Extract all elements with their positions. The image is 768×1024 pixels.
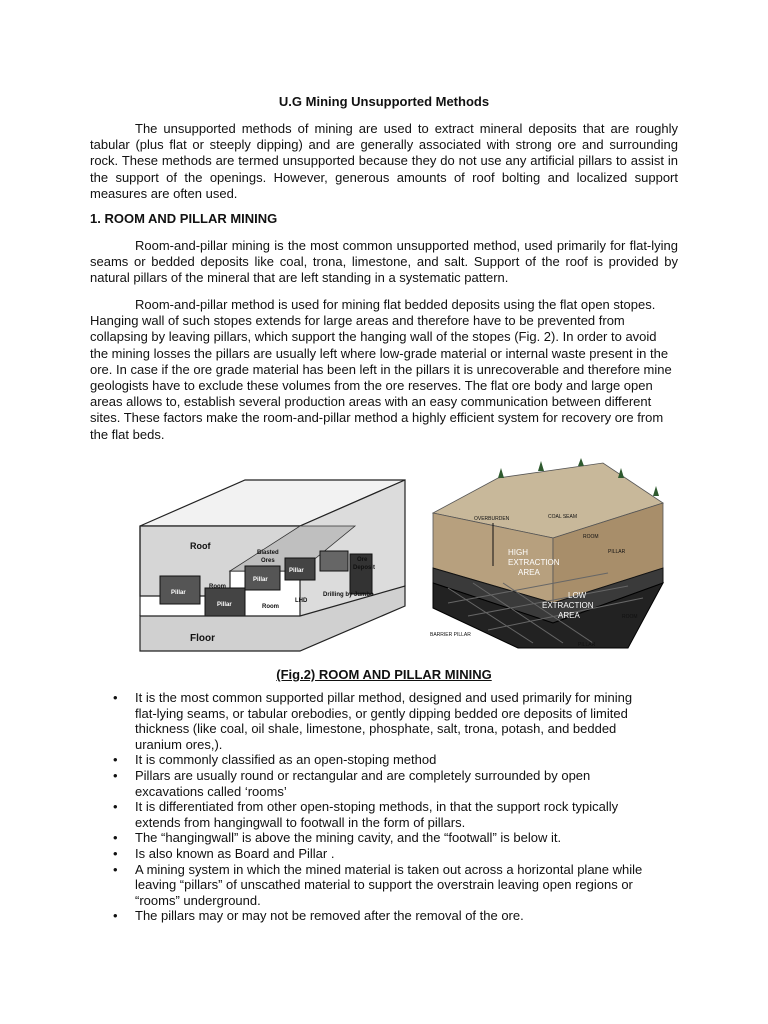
label-pillar-3: Pillar xyxy=(253,577,268,583)
label-high-extraction: EXTRACTION xyxy=(508,558,560,567)
label-ore: Ore xyxy=(357,557,368,563)
label-overburden: OVERBURDEN xyxy=(474,516,510,522)
label-deposit: Deposit xyxy=(353,565,376,571)
label-low-area: AREA xyxy=(558,611,580,620)
bullet-line: The pillars may or may not be removed after the removal of the ore. xyxy=(135,908,524,924)
bullet-marker: • xyxy=(113,861,118,877)
room-pillar-isometric-svg xyxy=(135,476,415,654)
bullet-marker: • xyxy=(113,830,118,846)
bullet-line: It is commonly classified as an open-stoping method xyxy=(135,752,437,768)
label-ores: Ores xyxy=(261,558,275,564)
label-lhd: LHD xyxy=(295,598,308,604)
bullet-item xyxy=(90,846,680,862)
bullet-line: leaving “pillars” of unscathed material to support the overstrain leaving open regions or xyxy=(135,877,633,893)
bullet-line: Pillars are usually round or rectangular and are completely surrounded by open xyxy=(135,767,591,783)
room-pillar-paragraph-1: Room-and-pillar mining is the most common unsupported method, used primarily for flat-lying seams or bedded deposits like coal, trona, limestone, and salt. Support of the roof is provided by natural pillars of the mineral that are left standing in a systematic pattern. xyxy=(90,238,678,286)
section-heading: 1. ROOM AND PILLAR MINING xyxy=(90,211,278,226)
bullet-list xyxy=(90,690,680,924)
bullet-marker: • xyxy=(113,799,118,815)
room-pillar-paragraph-2: Room-and-pillar method is used for mining flat bedded deposits using the flat open stopes. Hanging wall of such stopes extends for large areas and therefore have to be prevented from collapsing by leaving pillars, which support the hanging wall of the stopes (Fig. 2). In order to avoid the mining losses the pillars are usually left where low-grade material or internal waste present in the ore. In case if the ore grade material has been left in the pillars it is unrecoverable and therefore mine geologists have to exclude these volumes from the ore reserves. The flat ore body and large open areas allows to, establish several production areas with an easy communication between different sites. These factors make the room-and-pillar method a highly efficient system for recovery ore from the flat beds. xyxy=(90,297,672,442)
label-low-extraction: EXTRACTION xyxy=(542,601,594,610)
label-room: ROOM xyxy=(583,534,599,540)
page-title: U.G Mining Unsupported Methods xyxy=(278,94,490,109)
label-low: LOW xyxy=(568,591,587,600)
figure-caption: (Fig.2) ROOM AND PILLAR MINING xyxy=(276,667,492,682)
label-pillar-1: Pillar xyxy=(171,590,186,596)
label-roof: Roof xyxy=(190,541,211,551)
room-pillar-isometric-figure xyxy=(135,476,415,654)
bullet-line: uranium ores,). xyxy=(135,736,223,752)
coal-seam-svg xyxy=(428,458,670,654)
label-high: HIGH xyxy=(508,548,528,557)
label-room-lower: ROOM xyxy=(622,614,638,620)
bullet-line: It is the most common supported pillar method, designed and used primarily for mining xyxy=(135,690,633,705)
bullet-line: The “hangingwall” is above the mining cavity, and the “footwall” is below it. xyxy=(135,830,562,846)
bullet-line: thickness (like coal, oil shale, limestone, phosphate, salt, trona, potash, and bedded xyxy=(135,721,617,737)
bullet-marker: • xyxy=(113,908,118,924)
label-coal-seam: COAL SEAM xyxy=(548,514,577,520)
bullet-item xyxy=(90,690,680,752)
bullet-line: excavations called ‘rooms’ xyxy=(135,783,287,799)
coal-seam-cross-section-figure xyxy=(428,458,670,654)
bullet-item xyxy=(90,830,680,846)
intro-paragraph: The unsupported methods of mining are used to extract mineral deposits that are roughly tabular (plus flat or steeply dipping) and are generally associated with strong ore and surrounding rock. These methods are termed unsupported because they do not use any artificial pillars to assist in the support of the openings. However, generous amounts of roof bolting and localized support measures are often used. xyxy=(90,121,678,201)
bullet-marker: • xyxy=(113,690,118,705)
label-room-1: Room xyxy=(209,584,226,590)
bullet-item xyxy=(90,768,680,799)
label-room-2: Room xyxy=(262,604,279,610)
bullet-line: It is differentiated from other open-stoping methods, in that the support rock typically xyxy=(135,799,619,815)
pillar-5 xyxy=(320,551,348,571)
bullet-line: flat-lying seams, or tabular orebodies, or gently dipping bedded ore deposits of limited xyxy=(135,705,628,721)
bullet-item xyxy=(90,862,680,909)
bullet-line: Is also known as Board and Pillar . xyxy=(135,845,335,861)
label-pillar-lower: PILLAR xyxy=(578,642,596,648)
label-high-area: AREA xyxy=(518,568,540,577)
bullet-item xyxy=(90,908,680,924)
label-blasted: Blasted xyxy=(257,550,279,556)
bullet-line: A mining system in which the mined material is taken out across a horizontal plane while xyxy=(135,861,643,877)
bullet-marker: • xyxy=(113,752,118,768)
label-pillar-4: Pillar xyxy=(289,568,304,574)
bullet-line: extends from hangingwall to footwall in the form of pillars. xyxy=(135,814,466,830)
label-drilling: Drilling by Jumbo xyxy=(323,592,374,598)
bullet-item xyxy=(90,799,680,830)
label-pillar-2: Pillar xyxy=(217,602,232,608)
bullet-item xyxy=(90,752,680,768)
label-barrier-pillar: BARRIER PILLAR xyxy=(430,632,471,638)
label-pillar: PILLAR xyxy=(608,549,626,555)
bullet-marker: • xyxy=(113,767,118,783)
bullet-marker: • xyxy=(113,845,118,861)
label-floor: Floor xyxy=(190,633,215,644)
bullet-line: “rooms” underground. xyxy=(135,892,261,908)
